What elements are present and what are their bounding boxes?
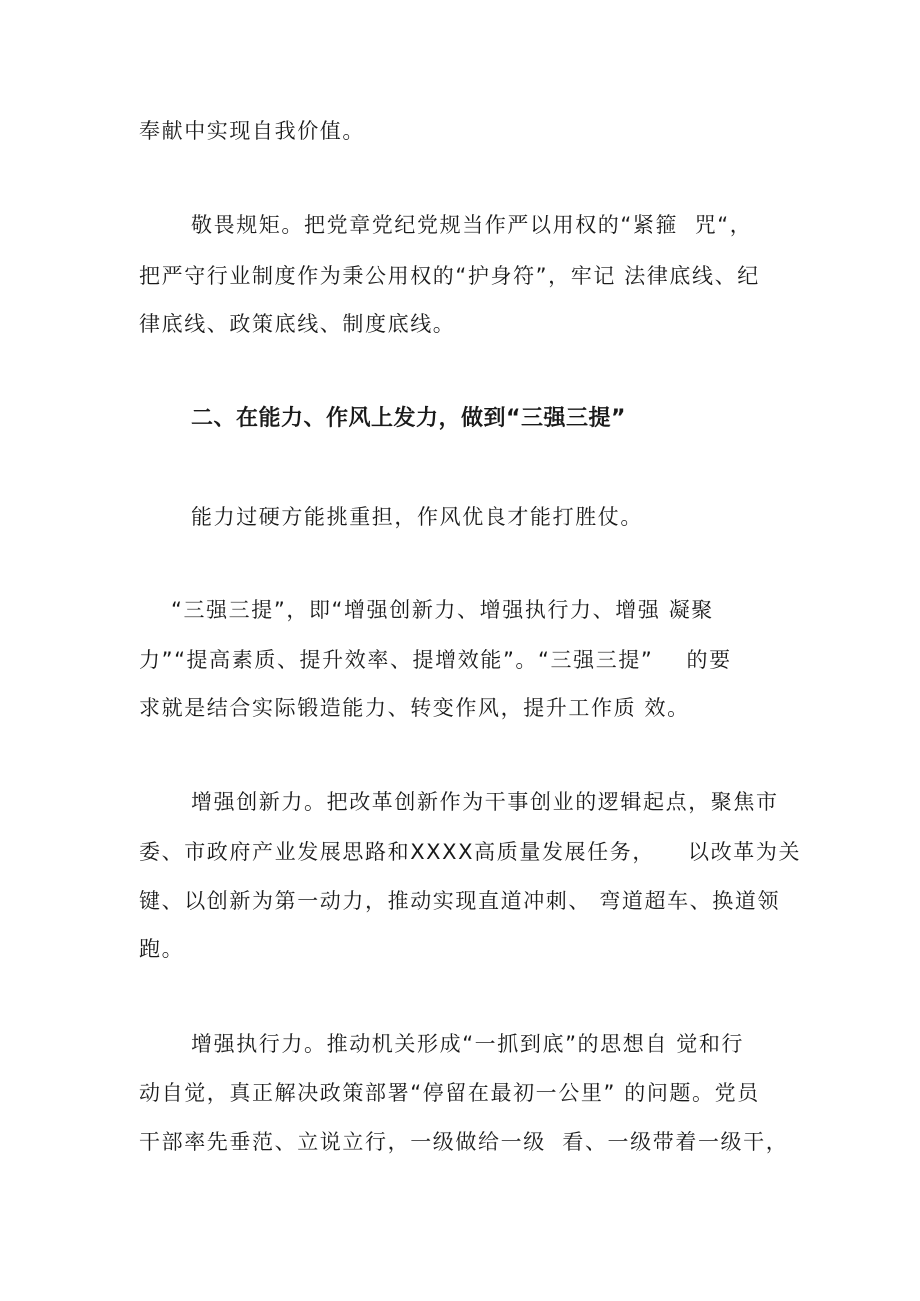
paragraph-line: 委、市政府产业发展思路和XXXX高质量发展任务， 以改革为关	[139, 840, 802, 864]
paragraph-line: 求就是结合实际锻造能力、转变作风，提升工作质 效。	[139, 696, 690, 720]
paragraph-line: 律底线、政策底线、制度底线。	[139, 312, 456, 336]
paragraph-line: 动自觉，真正解决政策部署“停留在最初一公里” 的问题。党员	[139, 1081, 760, 1105]
paragraph-line: 奉献中实现自我价值。	[139, 119, 365, 143]
paragraph-line: 能力过硬方能挑重担，作风优良才能打胜仗。	[191, 505, 643, 529]
section-heading: 二、在能力、作风上发力，做到“三强三提”	[191, 406, 626, 431]
paragraph-line: 增强执行力。推动机关形成“一抓到底”的思想自 觉和行	[191, 1032, 745, 1056]
paragraph-line: 增强创新力。把改革创新作为干事创业的逻辑起点，聚焦市	[191, 790, 779, 814]
paragraph-line: 干部率先垂范、立说立行，一级做给一级 看、一级带着一级干，	[139, 1130, 789, 1154]
paragraph-line: 键、以创新为第一动力，推动实现直道冲刺、 弯道超车、换道领	[139, 889, 781, 913]
paragraph-line: “三强三提”，即“增强创新力、增强执行力、增强 凝聚	[171, 598, 714, 622]
paragraph-line: 把严守行业制度作为秉公用权的“护身符”，牢记 法律底线、纪	[139, 264, 760, 288]
paragraph-line: 力”“提高素质、提升效率、提增效能”。“三强三提” 的要	[139, 648, 732, 672]
paragraph-line: 跑。	[139, 937, 185, 961]
paragraph-line: 敬畏规矩。把党章党纪党规当作严以用权的“紧箍 咒“，	[191, 213, 753, 237]
